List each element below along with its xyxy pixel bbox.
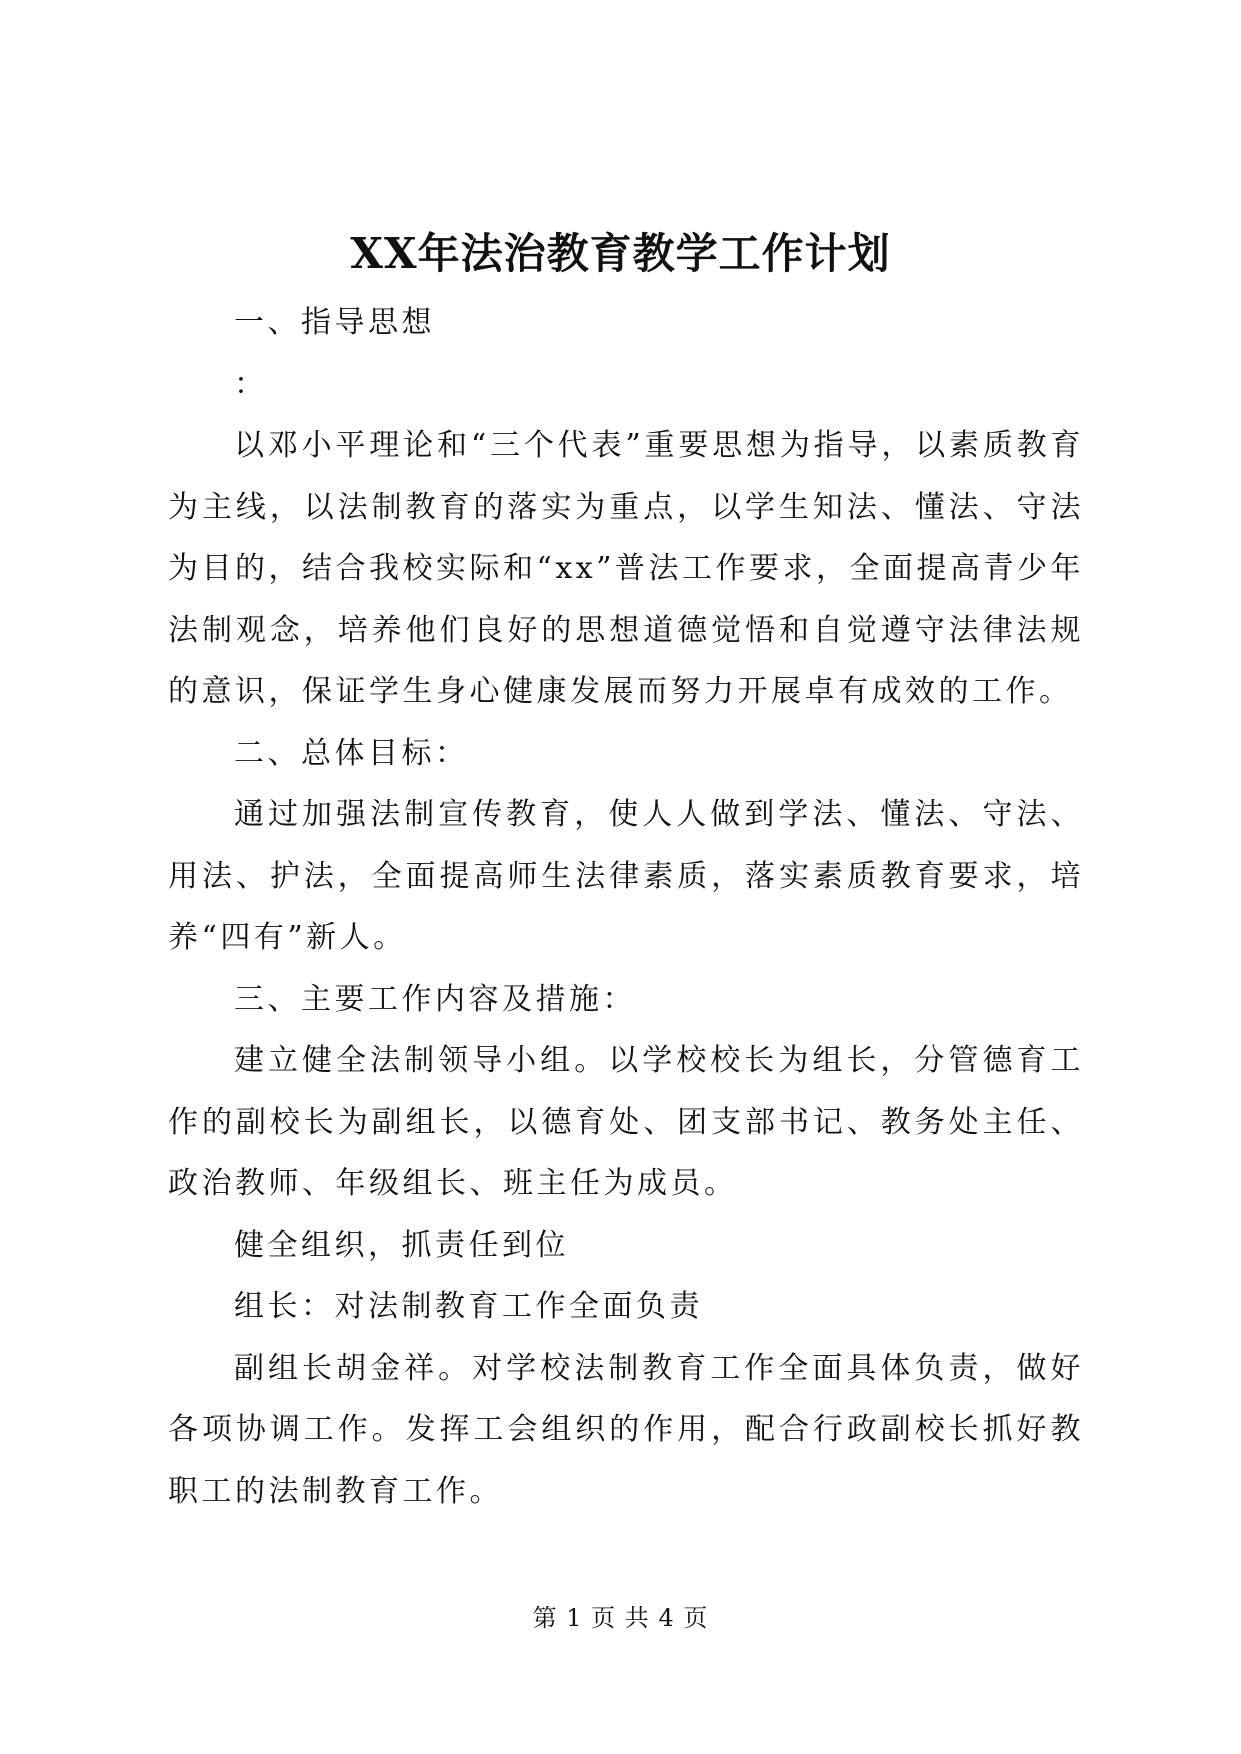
paragraph-group-leader: 组长：对法制教育工作全面负责 xyxy=(234,1289,703,1324)
heading-main-work: 三、主要工作内容及措施： xyxy=(234,981,636,1017)
paragraph-guiding-ideology: 以邓小平理论和“三个代表”重要思想为指导，以素质教育为主线，以法制教育的落实为重点，以学生知法、懂法、守法为目的，结合我校实际和“xx”普法工作要求，全面提高青少年法制观念，培养他们良好的思想道德觉悟和自觉遵守法律法规的意识，保证学生身心健康发展而努力开展卓有成效的工作。 xyxy=(168,428,1085,709)
stray-colon-line: ： xyxy=(234,366,264,402)
heading-overall-goal: 二、总体目标： xyxy=(234,735,469,771)
paragraph-organization: 健全组织，抓责任到位 xyxy=(234,1227,569,1263)
page-footer: 第 1 页 共 4 页 xyxy=(532,1604,709,1632)
document-body xyxy=(168,292,1084,1522)
document-title: XX年法治教育教学工作计划 xyxy=(350,229,891,278)
paragraph-overall-goal: 通过加强法制宣传教育，使人人做到学法、懂法、守法、用法、护法，全面提高师生法律素质，落实素质教育要求，培养“四有”新人。 xyxy=(168,797,1084,955)
paragraph-deputy-leader: 副组长胡金祥。对学校法制教育工作全面具体负责，做好各项协调工作。发挥工会组织的作用，配合行政副校长抓好教职工的法制教育工作。 xyxy=(168,1350,1084,1509)
heading-guiding-ideology: 一、指导思想 xyxy=(234,305,435,340)
paragraph-leadership-group: 建立健全法制领导小组。以学校校长为组长，分管德育工作的副校长为副组长，以德育处、团支部书记、教务处主任、政治教师、年级组长、班主任为成员。 xyxy=(168,1043,1084,1201)
